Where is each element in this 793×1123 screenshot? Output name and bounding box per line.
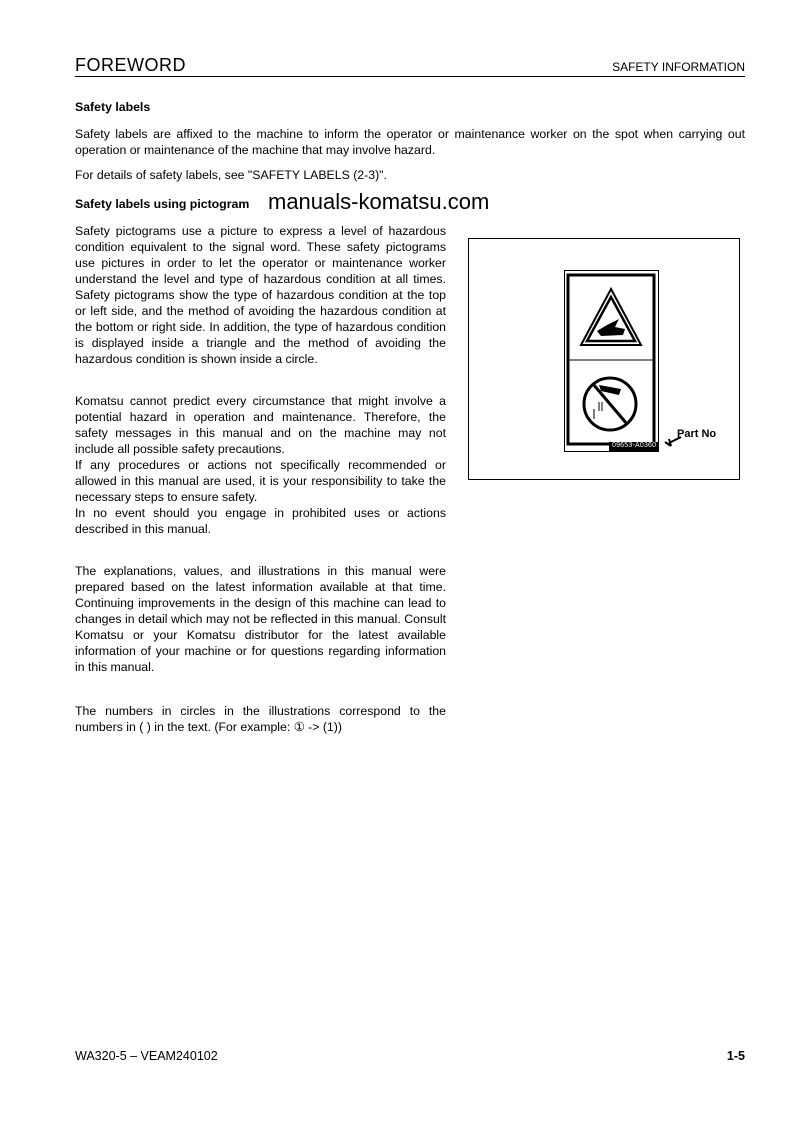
header-rule <box>75 76 745 77</box>
watermark: manuals-komatsu.com <box>268 189 490 214</box>
paragraph: Safety labels are affixed to the machine to inform the operator or maintenance worker on the spot when carrying out operation or maintenance of the machine that may involve hazard. <box>75 127 745 157</box>
paragraph: If any procedures or actions not specifically recommended or allowed in this manual are used, it is your responsibility to take the necessary steps to ensure safety. <box>75 458 446 504</box>
paragraph: Safety pictograms use a picture to express a level of hazardous condition equivalent to the signal word. These safety pictograms use pictures in order to let the operator or maintenance worker understand the level and type of hazardous condition at all times. Safety pictograms show the type of hazardous condition at the top or left side, and the method of avoiding the hazardous condition at the bottom or right side. In addition, the type of hazardous condition is displayed inside a triangle and the method of avoiding the hazardous condition is shown inside a circle. <box>75 224 446 366</box>
page-number: 1-5 <box>726 1049 745 1063</box>
paragraph: The numbers in circles in the illustrations correspond to the numbers in ( ) in the text. (For example: ① -> (1)) <box>75 704 446 734</box>
paragraph: The explanations, values, and illustrations in this manual were prepared based on the latest information available at that time. Continuing improvements in the design of this machine can lead to changes in detail which may not be reflected in this manual. Consult Komatsu or your Komatsu distributor for the latest available information of your machine or for questions regarding information in this manual. <box>75 564 446 674</box>
heading-safety-labels: Safety labels <box>75 100 151 114</box>
part-number: 09653-A0360 <box>612 442 657 449</box>
model-number: WA320-5 – VEAM240102 <box>75 1049 218 1063</box>
paragraph: In no event should you engage in prohibited uses or actions described in this manual. <box>75 506 446 536</box>
paragraph: Komatsu cannot predict every circumstance that might involve a potential hazard in operation and maintenance. Therefore, the safety messages in this manual and on the machine may not include all possible safety precautions. <box>75 394 446 456</box>
paragraph: For details of safety labels, see "SAFETY LABELS (2-3)". <box>75 168 387 182</box>
safety-pictogram-figure <box>468 238 740 480</box>
section-title: FOREWORD <box>75 55 186 75</box>
chapter-title: SAFETY INFORMATION <box>612 60 745 74</box>
pictogram-label-illustration <box>469 239 741 481</box>
part-no-callout: Part No <box>677 428 717 440</box>
heading-pictogram: Safety labels using pictogram <box>75 197 250 211</box>
